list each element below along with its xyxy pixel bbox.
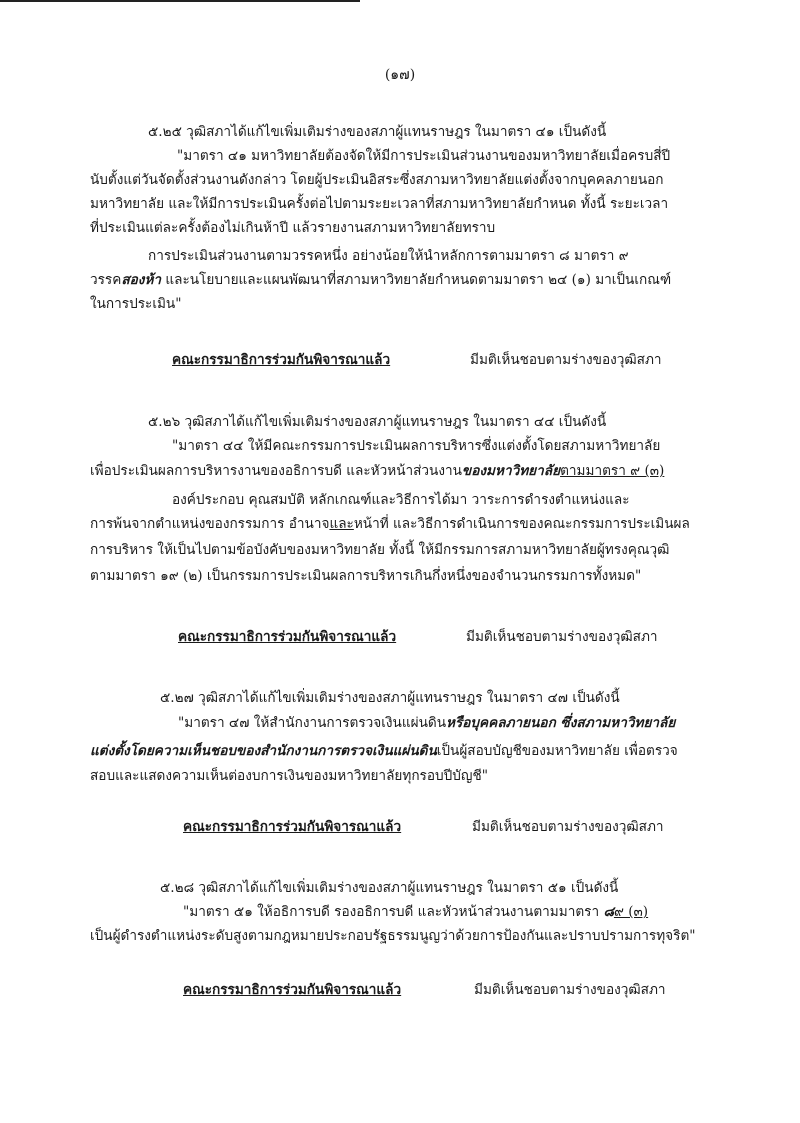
- scan-edge-line: [0, 0, 360, 2]
- paragraph-line: [90, 741, 678, 761]
- paragraph-line: [178, 713, 675, 733]
- paragraph-line: เป็นผู้ดำรงตำแหน่งระดับสูงตามกฎหมายประกอบรัฐธรรมนูญว่าด้วยการป้องกันและปราบปรามการทุจริต": [90, 928, 696, 944]
- committee-opinion: มีมติเห็นชอบตามร่างของวุฒิสภา: [474, 982, 666, 998]
- committee-opinion: มีมติเห็นชอบตามร่างของวุฒิสภา: [472, 819, 664, 835]
- amended-text: ตามมาตรา ๙ (๓): [560, 463, 665, 479]
- text-run: เพื่อประเมินผลการบริหารงานของอธิการบดี และหัวหน้าส่วนงาน: [90, 463, 462, 479]
- section-heading: ๕.๒๖ วุฒิสภาได้แก้ไขเพิ่มเติมร่างของสภาผู้แทนราษฎร ในมาตรา ๔๔ เป็นดังนี้: [148, 414, 607, 430]
- committee-label: คณะกรรมาธิการร่วมกันพิจารณาแล้ว: [178, 629, 397, 645]
- paragraph-line: การบริหาร ให้เป็นไปตามข้อบังคับของมหาวิทยาลัย ทั้งนี้ ให้มีกรรมการสภามหาวิทยาลัยผู้ทรงคุณวุฒิ: [90, 542, 670, 558]
- text-run: หน้าที่ และวิธีการดำเนินการของคณะกรรมการประเมินผล: [353, 516, 690, 532]
- section-heading: ๕.๒๕ วุฒิสภาได้แก้ไขเพิ่มเติมร่างของสภาผู้แทนราษฎร ในมาตรา ๔๑ เป็นดังนี้: [148, 124, 607, 140]
- paragraph-line: องค์ประกอบ คุณสมบัติ หลักเกณฑ์และวิธีการได้มา วาระการดำรงตำแหน่งและ: [172, 492, 630, 508]
- paragraph-line: มหาวิทยาลัย และให้มีการประเมินครั้งต่อไปตามระยะเวลาที่สภามหาวิทยาลัยกำหนด ทั้งนี้ ระยะเวลา: [90, 196, 669, 212]
- committee-label: คณะกรรมาธิการร่วมกันพิจารณาแล้ว: [183, 819, 402, 835]
- amended-text: ๘: [603, 904, 614, 920]
- committee-opinion: มีมติเห็นชอบตามร่างของวุฒิสภา: [470, 352, 662, 368]
- paragraph-line: ในการประเมิน": [90, 296, 182, 312]
- section-heading: ๕.๒๗ วุฒิสภาได้แก้ไขเพิ่มเติมร่างของสภาผู้แทนราษฎร ในมาตรา ๔๗ เป็นดังนี้: [160, 690, 620, 706]
- section-heading: ๕.๒๘ วุฒิสภาได้แก้ไขเพิ่มเติมร่างของสภาผู้แทนราษฎร ในมาตรา ๕๑ เป็นดังนี้: [160, 880, 619, 896]
- paragraph-line: [90, 270, 671, 290]
- paragraph-line: [90, 461, 664, 481]
- committee-label: คณะกรรมาธิการร่วมกันพิจารณาแล้ว: [172, 352, 391, 368]
- page-number: (๑๗): [384, 67, 416, 83]
- amended-text: และ: [329, 516, 354, 532]
- paragraph-line: การประเมินส่วนงานตามวรรคหนึ่ง อย่างน้อยให้นำหลักการตามมาตรา ๘ มาตรา ๙: [148, 248, 629, 264]
- committee-opinion: มีมติเห็นชอบตามร่างของวุฒิสภา: [466, 629, 658, 645]
- amended-text: หรือบุคคลภายนอก ซึ่งสภามหาวิทยาลัย: [446, 715, 676, 731]
- text-run: และนโยบายและแผนพัฒนาที่สภามหาวิทยาลัยกำหนดตามมาตรา ๒๔ (๑) มาเป็นเกณฑ์: [161, 272, 672, 288]
- amended-text: สองห้า: [121, 272, 162, 288]
- text-run: วรรค: [90, 272, 122, 288]
- text-run: การพ้นจากตำแหน่งของกรรมการ อำนาจ: [90, 516, 330, 532]
- paragraph-line: ตามมาตรา ๑๙ (๒) เป็นกรรมการประเมินผลการบริหารเกินกึ่งหนึ่งของจำนวนกรรมการทั้งหมด": [90, 568, 642, 584]
- text-run: "มาตรา ๔๗ ให้สำนักงานการตรวจเงินแผ่นดิน: [178, 715, 446, 731]
- text-run: "มาตรา ๕๑ ให้อธิการบดี รองอธิการบดี และหัวหน้าส่วนงานตามมาตรา: [183, 904, 604, 920]
- amended-text: ของมหาวิทยาลัย: [461, 463, 561, 479]
- paragraph-line: "มาตรา ๔๑ มหาวิทยาลัยต้องจัดให้มีการประเมินส่วนงานของมหาวิทยาลัยเมื่อครบสี่ปี: [177, 148, 671, 164]
- paragraph-line: "มาตรา ๔๔ ให้มีคณะกรรมการประเมินผลการบริหารซึ่งแต่งตั้งโดยสภามหาวิทยาลัย: [172, 438, 661, 454]
- committee-label: คณะกรรมาธิการร่วมกันพิจารณาแล้ว: [183, 982, 402, 998]
- paragraph-line: ที่ประเมินแต่ละครั้งต้องไม่เกินห้าปี แล้วรายงานสภามหาวิทยาลัยทราบ: [90, 220, 496, 236]
- paragraph-line: นับตั้งแต่วันจัดตั้งส่วนงานดังกล่าว โดยผู้ประเมินอิสระซึ่งสภามหาวิทยาลัยแต่งตั้งจากบุคคลภายนอก: [90, 172, 664, 188]
- amended-text: แต่งตั้งโดยความเห็นชอบของสำนักงานการตรวจเงินแผ่นดิน: [90, 743, 437, 759]
- amended-text: ๙ (๓): [613, 904, 649, 920]
- paragraph-line: [90, 514, 690, 534]
- paragraph-line: สอบและแสดงความเห็นต่องบการเงินของมหาวิทยาลัยทุกรอบปีบัญชี": [90, 768, 488, 784]
- paragraph-line: [183, 902, 648, 922]
- text-run: เป็นผู้สอบบัญชีของมหาวิทยาลัย เพื่อตรวจ: [436, 743, 678, 759]
